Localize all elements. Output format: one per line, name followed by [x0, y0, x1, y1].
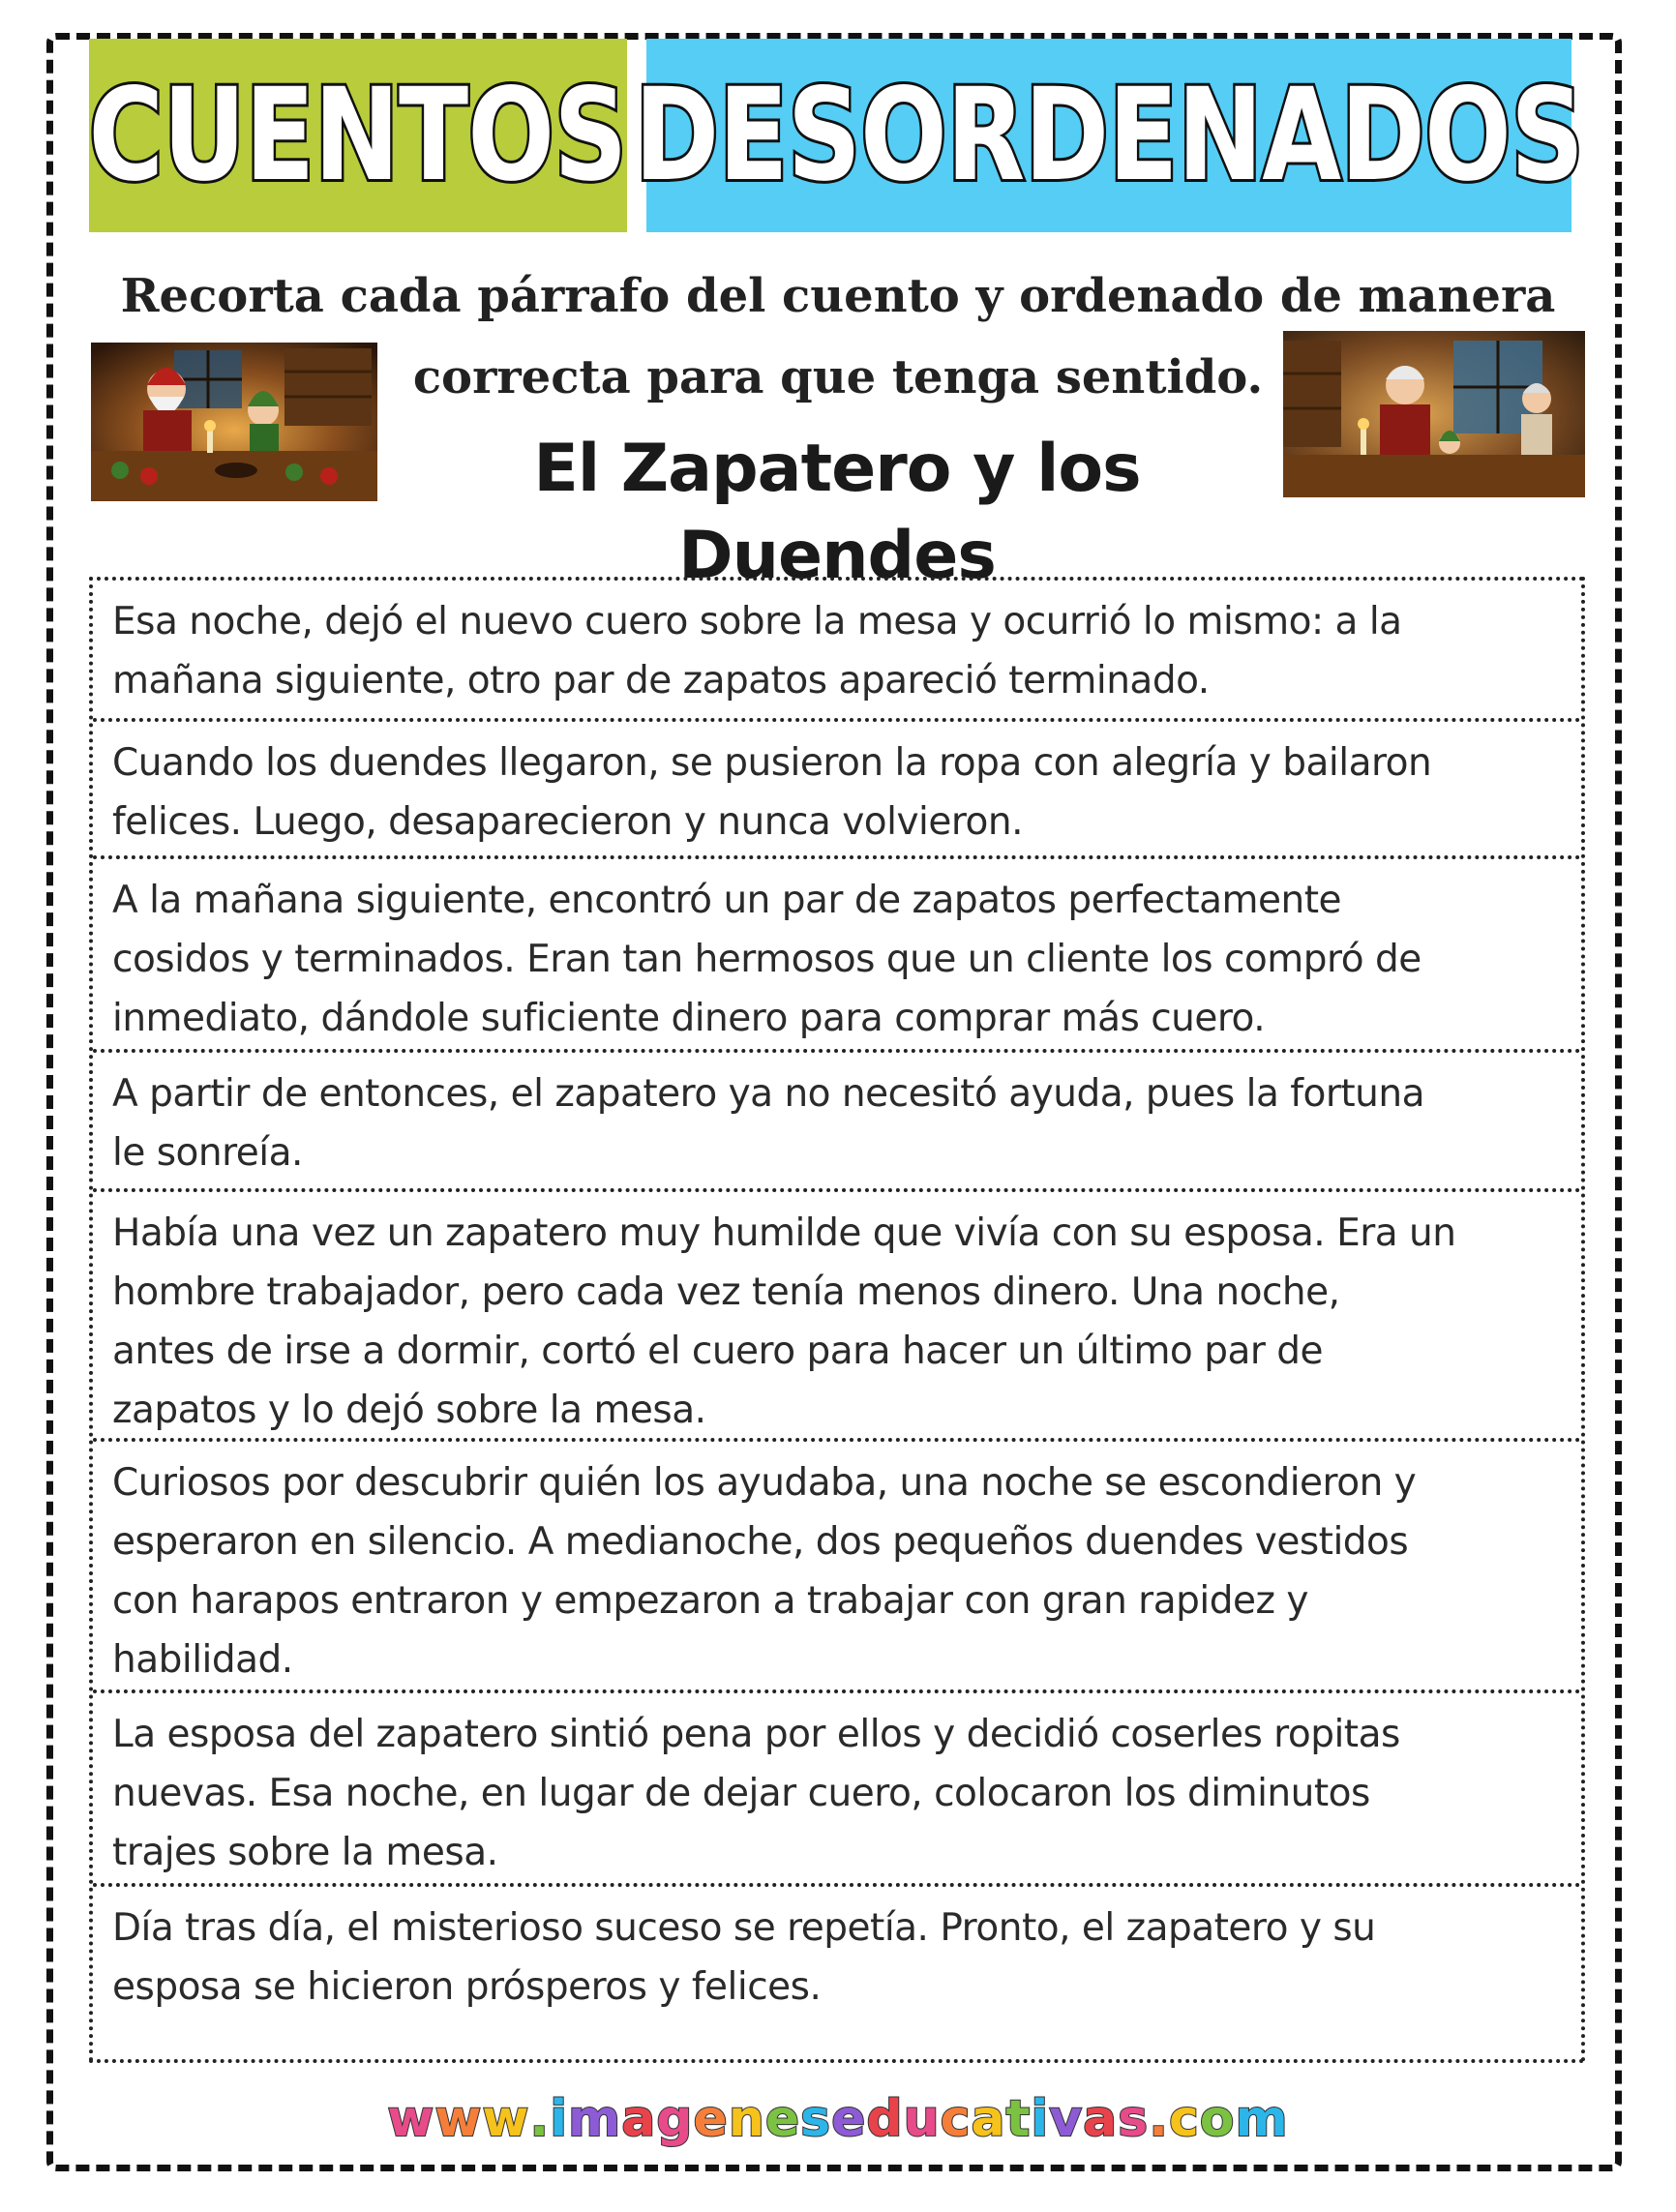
paragraph-line: La esposa del zapatero sintió pena por ellos y decidió coserles ropitas [112, 1713, 1400, 1756]
footer-url-text: www.imageneseducativas.com [387, 2090, 1289, 2148]
title-right-banner [634, 39, 1584, 232]
instruction-line-1: Recorta cada párrafo del cuento y ordenado de manera [120, 269, 1556, 323]
paragraph-line: Esa noche, dejó el nuevo cuero sobre la mesa y ocurrió lo mismo: a la [112, 600, 1402, 643]
paragraph-line: habilidad. [112, 1638, 293, 1682]
paragraph-line: le sonreía. [112, 1131, 303, 1175]
paragraph-line: Día tras día, el misterioso suceso se repetía. Pronto, el zapatero y su [112, 1906, 1376, 1950]
paragraph-strip[interactable] [93, 581, 1581, 722]
paragraph-line: hombre trabajador, pero cada vez tenía menos dinero. Una noche, [112, 1270, 1340, 1314]
instruction-line-2: correcta para que tenga sentido. [412, 350, 1264, 404]
story-title: El Zapatero y los Duendes [533, 431, 1141, 594]
paragraph-strip[interactable] [93, 1053, 1581, 1192]
title-right-text: DESORDENADOS [634, 61, 1584, 210]
paragraph-line: A partir de entonces, el zapatero ya no necesitó ayuda, pues la fortuna [112, 1072, 1424, 1116]
paragraph-line: felices. Luego, desaparecieron y nunca volvieron. [112, 800, 1024, 844]
paragraph-strip[interactable] [93, 1442, 1581, 1693]
paragraph-line: Había una vez un zapatero muy humilde que vivía con su esposa. Era un [112, 1211, 1456, 1255]
story-paragraph-strips [89, 577, 1585, 2063]
paragraph-strip[interactable] [93, 1192, 1581, 1442]
paragraph-line: antes de irse a dormir, cortó el cuero para hacer un último par de [112, 1330, 1324, 1373]
paragraph-line: esperaron en silencio. A medianoche, dos pequeños duendes vestidos [112, 1520, 1409, 1564]
footer-website-link[interactable] [0, 2090, 1676, 2148]
paragraph-line: zapatos y lo dejó sobre la mesa. [112, 1389, 706, 1432]
paragraph-line: Cuando los duendes llegaron, se pusieron la ropa con alegría y bailaron [112, 741, 1432, 785]
title-left-text: CUENTOS [88, 61, 628, 210]
paragraph-line: nuevas. Esa noche, en lugar de dejar cuero, colocaron los diminutos [112, 1772, 1370, 1815]
workshop-couple-illustration [1283, 331, 1585, 497]
paragraph-strip[interactable] [93, 1887, 1581, 2063]
workshop-elves-illustration [91, 343, 377, 501]
paragraph-line: A la mañana siguiente, encontró un par de zapatos perfectamente [112, 879, 1342, 922]
paragraph-line: esposa se hicieron prósperos y felices. [112, 1965, 822, 2009]
title-left-banner [89, 39, 627, 232]
paragraph-line: Curiosos por descubrir quién los ayudaba, una noche se escondieron y [112, 1461, 1417, 1505]
paragraph-strip[interactable] [93, 722, 1581, 859]
paragraph-line: mañana siguiente, otro par de zapatos apareció terminado. [112, 659, 1210, 702]
paragraph-line: con harapos entraron y empezaron a trabajar con gran rapidez y [112, 1579, 1308, 1623]
paragraph-line: inmediato, dándole suficiente dinero para comprar más cuero. [112, 997, 1266, 1040]
paragraph-line: cosidos y terminados. Eran tan hermosos que un cliente los compró de [112, 938, 1422, 981]
paragraph-strip[interactable] [93, 1693, 1581, 1887]
paragraph-strip[interactable] [93, 859, 1581, 1053]
paragraph-line: trajes sobre la mesa. [112, 1831, 498, 1874]
